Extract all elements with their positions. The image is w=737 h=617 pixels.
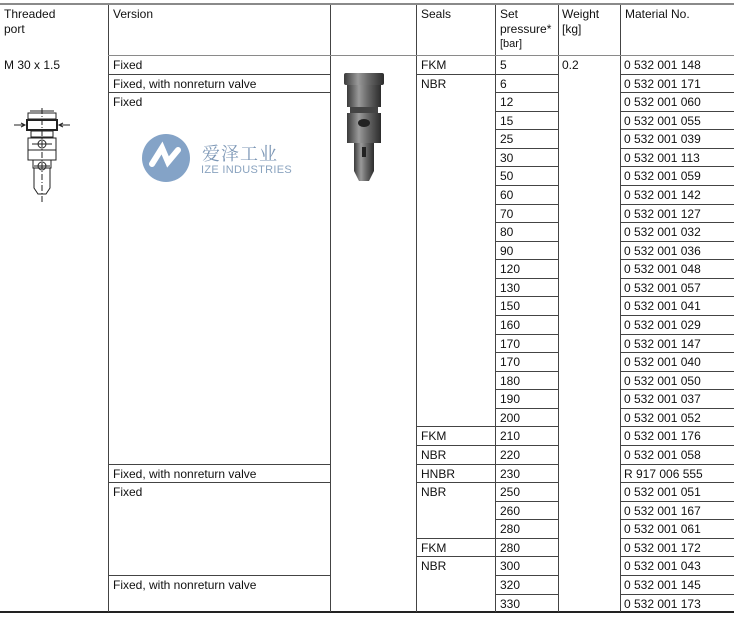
pressure-divider xyxy=(495,352,558,353)
material-no-cell: 0 532 001 041 xyxy=(624,299,701,313)
pressure-divider xyxy=(495,482,558,483)
set-pressure-cell: 80 xyxy=(500,225,514,239)
header-material-no: Material No. xyxy=(625,7,690,21)
header-threaded-port xyxy=(4,7,55,37)
header-threaded-port-line2: port xyxy=(4,22,25,36)
seal-cell: FKM xyxy=(421,541,447,555)
pressure-divider xyxy=(495,464,558,465)
header-weight xyxy=(562,7,599,37)
material-divider xyxy=(620,241,734,242)
material-no-cell: 0 532 001 040 xyxy=(624,355,701,369)
column-divider xyxy=(416,5,417,612)
material-no-cell: 0 532 001 148 xyxy=(624,58,701,72)
material-divider xyxy=(620,259,734,260)
pressure-divider xyxy=(495,408,558,409)
pressure-divider xyxy=(495,501,558,502)
version-divider xyxy=(108,92,330,93)
material-no-cell: 0 532 001 043 xyxy=(624,559,701,573)
pressure-divider xyxy=(495,185,558,186)
material-no-cell: 0 532 001 055 xyxy=(624,114,701,128)
material-divider xyxy=(620,464,734,465)
material-divider xyxy=(620,315,734,316)
weight-value: 0.2 xyxy=(562,58,579,72)
material-no-cell: 0 532 001 172 xyxy=(624,541,701,555)
pressure-divider xyxy=(495,204,558,205)
column-divider xyxy=(495,5,496,612)
table-bottom-border xyxy=(0,611,734,613)
pressure-divider xyxy=(495,371,558,372)
pressure-divider xyxy=(495,519,558,520)
seal-cell: NBR xyxy=(421,77,447,91)
set-pressure-cell: 90 xyxy=(500,244,514,258)
set-pressure-cell: 50 xyxy=(500,169,514,183)
material-no-cell: 0 532 001 113 xyxy=(624,151,700,165)
set-pressure-cell: 150 xyxy=(500,299,521,313)
seal-divider xyxy=(416,538,495,539)
version-divider xyxy=(108,575,330,576)
set-pressure-cell: 30 xyxy=(500,151,514,165)
set-pressure-cell: 170 xyxy=(500,337,521,351)
header-set-pressure-line1: Set xyxy=(500,7,519,21)
set-pressure-cell: 320 xyxy=(500,578,521,592)
material-divider xyxy=(620,389,734,390)
material-no-cell: 0 532 001 058 xyxy=(624,448,701,462)
pressure-divider xyxy=(495,315,558,316)
set-pressure-cell: 12 xyxy=(500,95,514,109)
material-divider xyxy=(620,408,734,409)
material-divider xyxy=(620,371,734,372)
set-pressure-cell: 200 xyxy=(500,411,521,425)
material-divider xyxy=(620,278,734,279)
set-pressure-cell: 70 xyxy=(500,207,514,221)
material-no-cell: 0 532 001 176 xyxy=(624,429,701,443)
pressure-divider xyxy=(495,426,558,427)
pressure-divider xyxy=(495,296,558,297)
pressure-divider xyxy=(495,278,558,279)
seal-cell: NBR xyxy=(421,559,447,573)
material-divider xyxy=(620,296,734,297)
watermark-logo xyxy=(140,136,300,186)
version-cell: Fixed xyxy=(113,485,143,499)
valve-cartridge-photo xyxy=(344,71,384,187)
material-divider xyxy=(620,148,734,149)
material-no-cell: 0 532 001 147 xyxy=(624,337,701,351)
material-no-cell: 0 532 001 057 xyxy=(624,281,701,295)
pressure-divider xyxy=(495,334,558,335)
material-divider xyxy=(620,222,734,223)
set-pressure-cell: 280 xyxy=(500,541,521,555)
header-set-pressure-line3: [bar] xyxy=(500,38,523,50)
header-weight-line2: [kg] xyxy=(562,22,582,36)
pressure-divider xyxy=(495,389,558,390)
set-pressure-cell: 330 xyxy=(500,597,521,611)
material-divider xyxy=(620,556,734,557)
set-pressure-cell: 160 xyxy=(500,318,521,332)
material-divider xyxy=(620,92,734,93)
header-version: Version xyxy=(113,7,154,21)
seal-divider xyxy=(416,464,495,465)
pressure-divider xyxy=(495,166,558,167)
material-no-cell: 0 532 001 171 xyxy=(624,77,701,91)
pressure-divider xyxy=(495,241,558,242)
pressure-divider xyxy=(495,74,558,75)
set-pressure-cell: 280 xyxy=(500,522,521,536)
material-divider xyxy=(620,74,734,75)
material-no-cell: 0 532 001 145 xyxy=(624,578,701,592)
column-divider xyxy=(620,5,621,612)
version-cell: Fixed xyxy=(113,95,143,109)
material-no-cell: 0 532 001 060 xyxy=(624,95,701,109)
material-no-cell: 0 532 001 059 xyxy=(624,169,701,183)
set-pressure-cell: 260 xyxy=(500,504,521,518)
version-divider xyxy=(108,464,330,465)
ize-logo-icon xyxy=(140,132,192,184)
material-divider xyxy=(620,129,734,130)
material-divider xyxy=(620,334,734,335)
set-pressure-cell: 170 xyxy=(500,355,521,369)
material-divider xyxy=(620,426,734,427)
pressure-divider xyxy=(495,259,558,260)
set-pressure-cell: 180 xyxy=(500,374,521,388)
material-divider xyxy=(620,519,734,520)
header-set-pressure-line2: pressure* xyxy=(500,22,552,36)
header-set-pressure xyxy=(500,7,551,52)
version-cell: Fixed, with nonreturn valve xyxy=(113,77,257,91)
version-cell: Fixed xyxy=(113,58,143,72)
seal-divider xyxy=(416,445,495,446)
material-no-cell: 0 532 001 142 xyxy=(624,188,701,202)
material-divider xyxy=(620,575,734,576)
material-divider xyxy=(620,482,734,483)
set-pressure-cell: 130 xyxy=(500,281,521,295)
pressure-divider xyxy=(495,445,558,446)
header-seals: Seals xyxy=(421,7,452,21)
set-pressure-cell: 120 xyxy=(500,262,521,276)
material-divider xyxy=(620,445,734,446)
version-divider xyxy=(108,74,330,75)
seal-divider xyxy=(416,556,495,557)
material-no-cell: R 917 006 555 xyxy=(624,467,703,481)
column-divider xyxy=(330,5,331,612)
valve-schematic-icon xyxy=(14,108,70,204)
pressure-divider xyxy=(495,556,558,557)
set-pressure-cell: 6 xyxy=(500,77,507,91)
material-no-cell: 0 532 001 037 xyxy=(624,392,701,406)
material-no-cell: 0 532 001 061 xyxy=(624,522,701,536)
set-pressure-cell: 220 xyxy=(500,448,521,462)
material-divider xyxy=(620,538,734,539)
material-divider xyxy=(620,352,734,353)
seal-cell: FKM xyxy=(421,429,447,443)
watermark-english: IZE INDUSTRIES xyxy=(201,164,292,176)
header-weight-line1: Weight xyxy=(562,7,600,21)
pressure-divider xyxy=(495,111,558,112)
material-no-cell: 0 532 001 127 xyxy=(624,207,701,221)
threaded-port-value: M 30 x 1.5 xyxy=(4,58,61,72)
material-no-cell: 0 532 001 167 xyxy=(624,504,701,518)
material-divider xyxy=(620,111,734,112)
material-no-cell: 0 532 001 050 xyxy=(624,374,701,388)
set-pressure-cell: 15 xyxy=(500,114,514,128)
version-cell: Fixed, with nonreturn valve xyxy=(113,467,257,481)
material-no-cell: 0 532 001 051 xyxy=(624,485,701,499)
pressure-divider xyxy=(495,594,558,595)
seal-cell: HNBR xyxy=(421,467,456,481)
seal-divider xyxy=(416,482,495,483)
column-divider xyxy=(108,5,109,612)
material-divider xyxy=(620,204,734,205)
pressure-divider xyxy=(495,148,558,149)
pressure-divider xyxy=(495,575,558,576)
seal-cell: FKM xyxy=(421,58,447,72)
version-divider xyxy=(108,482,330,483)
material-divider xyxy=(620,501,734,502)
seal-cell: NBR xyxy=(421,485,447,499)
pressure-divider xyxy=(495,92,558,93)
set-pressure-cell: 190 xyxy=(500,392,521,406)
material-divider xyxy=(620,166,734,167)
pressure-divider xyxy=(495,129,558,130)
material-divider xyxy=(620,185,734,186)
set-pressure-cell: 300 xyxy=(500,559,521,573)
watermark-chinese: 爱泽工业 xyxy=(202,144,278,164)
set-pressure-cell: 5 xyxy=(500,58,507,72)
seal-divider xyxy=(416,426,495,427)
header-threaded-port-line1: Threaded xyxy=(4,7,56,21)
set-pressure-cell: 230 xyxy=(500,467,521,481)
material-divider xyxy=(620,594,734,595)
material-no-cell: 0 532 001 032 xyxy=(624,225,701,239)
pressure-divider xyxy=(495,538,558,539)
pressure-divider xyxy=(495,222,558,223)
material-no-cell: 0 532 001 048 xyxy=(624,262,701,276)
table-top-border xyxy=(0,3,734,5)
material-no-cell: 0 532 001 173 xyxy=(624,597,701,611)
material-no-cell: 0 532 001 029 xyxy=(624,318,701,332)
header-divider xyxy=(108,55,734,56)
material-no-cell: 0 532 001 039 xyxy=(624,132,701,146)
seal-divider xyxy=(416,74,495,75)
set-pressure-cell: 210 xyxy=(500,429,521,443)
set-pressure-cell: 25 xyxy=(500,132,514,146)
set-pressure-cell: 60 xyxy=(500,188,514,202)
material-no-cell: 0 532 001 036 xyxy=(624,244,701,258)
seal-cell: NBR xyxy=(421,448,447,462)
column-divider xyxy=(558,5,559,612)
set-pressure-cell: 250 xyxy=(500,485,521,499)
version-cell: Fixed, with nonreturn valve xyxy=(113,578,257,592)
material-no-cell: 0 532 001 052 xyxy=(624,411,701,425)
